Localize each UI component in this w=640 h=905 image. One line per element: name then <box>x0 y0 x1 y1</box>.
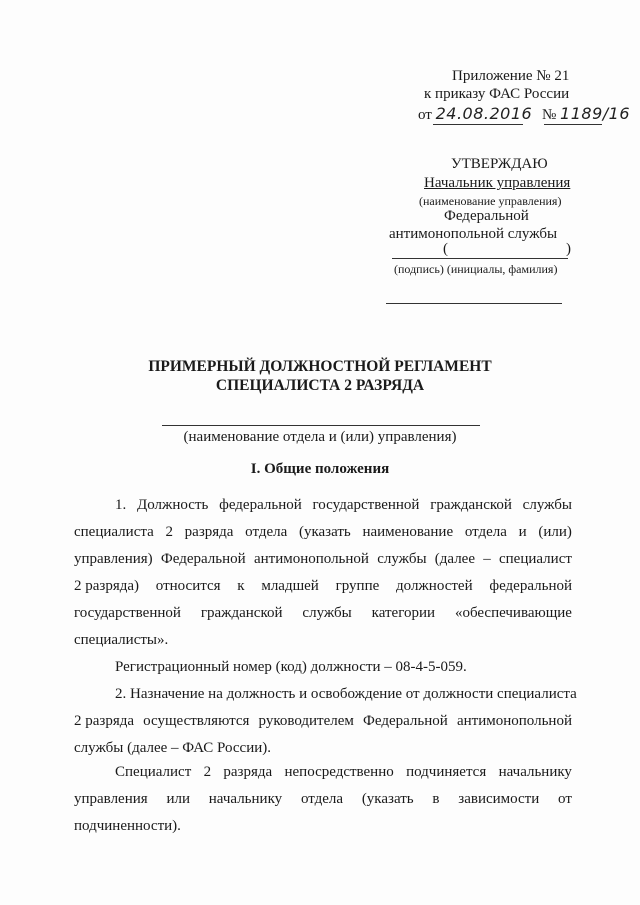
p1-line-6: специалисты». <box>74 632 169 648</box>
word: группе <box>335 578 380 594</box>
p2-line-2 <box>74 713 572 730</box>
word: должностей <box>396 578 473 594</box>
number-prefix: № <box>541 107 557 123</box>
word: 1. <box>115 497 127 513</box>
document-title-line2: СПЕЦИАЛИСТА 2 РАЗРЯДА <box>215 377 425 394</box>
unit-name-hint: (наименование отдела и (или) управления) <box>183 429 457 445</box>
word: 2 разряда <box>74 713 135 729</box>
registration-number-paragraph: Регистрационный номер (код) должности – 08-4-5-059. <box>115 659 467 675</box>
word: начальнику <box>498 764 572 780</box>
p3-line-3: подчиненности). <box>74 818 181 834</box>
document-title-line1: ПРИМЕРНЫЙ ДОЛЖНОСТНОЙ РЕГЛАМЕНТ <box>148 358 492 375</box>
appendix-label: Приложение № 21 <box>452 68 570 84</box>
p1-line-4 <box>74 578 572 595</box>
signature-hint: (подпись) (инициалы, фамилия) <box>394 262 558 276</box>
signature-line <box>392 258 568 259</box>
word: антимонопольной <box>253 551 369 567</box>
word: к <box>237 578 245 594</box>
word: или <box>166 791 190 807</box>
p1-line-3 <box>74 551 572 568</box>
word: службы <box>522 497 572 513</box>
word: отдела <box>300 791 344 807</box>
word: государственной <box>74 605 181 621</box>
date-underline <box>433 124 523 125</box>
word: (указать <box>361 791 414 807</box>
approver-position: Начальник управления <box>424 175 571 191</box>
word: отдела <box>464 524 507 540</box>
word: Федеральной <box>363 713 448 729</box>
word: федеральной <box>489 578 572 594</box>
word: категории <box>371 605 436 621</box>
approve-label: УТВЕРЖДАЮ <box>451 156 548 172</box>
word: 2 разряда) <box>74 578 140 594</box>
word: гражданской <box>430 497 512 513</box>
p3-line-1 <box>115 764 572 781</box>
word: антимонопольной <box>456 713 572 729</box>
p2-line-3: службы (далее – ФАС России). <box>74 740 271 756</box>
word: – <box>483 551 491 567</box>
word: Федеральной <box>160 551 246 567</box>
word: «обеспечивающие <box>454 605 572 621</box>
word: государственной <box>312 497 420 513</box>
order-reference: к приказу ФАС России <box>424 86 570 102</box>
word: 2 <box>203 764 212 780</box>
word: непосредственно <box>284 764 394 780</box>
word: от <box>558 791 572 807</box>
word: подчиняется <box>406 764 487 780</box>
word: службы <box>377 551 427 567</box>
word: зависимости <box>458 791 540 807</box>
word: управления <box>74 791 148 807</box>
word: (указать <box>298 524 351 540</box>
word: службы <box>302 605 352 621</box>
word: управления) <box>74 551 153 567</box>
position-hint: (наименование управления) <box>419 194 562 208</box>
section-heading: I. Общие положения <box>250 461 390 477</box>
p3-line-2 <box>74 791 572 808</box>
p1-line-5 <box>74 605 572 622</box>
org-name-line1: Федеральной <box>444 208 529 224</box>
word: (далее <box>434 551 475 567</box>
p1-line-2 <box>74 524 572 541</box>
word: разряда <box>184 524 234 540</box>
from-prefix: от <box>418 107 432 123</box>
word: начальнику <box>208 791 283 807</box>
word: руководителем <box>258 713 354 729</box>
word: 2 <box>165 524 173 540</box>
word: (или) <box>538 524 572 540</box>
handwritten-number: 1189/16 <box>560 104 630 123</box>
word: специалист <box>499 551 572 567</box>
word: младшей <box>261 578 319 594</box>
handwritten-date: 24.08.2016 <box>435 104 533 123</box>
word: Специалист <box>115 764 192 780</box>
order-date-row <box>418 104 630 124</box>
word: относится <box>155 578 221 594</box>
blank-line <box>386 303 562 304</box>
unit-name-line <box>162 425 480 426</box>
word: специалиста <box>74 524 154 540</box>
word: федеральной <box>219 497 302 513</box>
signature-close-paren: ) <box>566 241 571 257</box>
p1-line-1 <box>115 497 572 514</box>
signature-open-paren: ( <box>443 241 448 257</box>
word: осуществляются <box>143 713 250 729</box>
org-name-line2: антимонопольной службы <box>389 226 558 242</box>
p2-line-1: 2. Назначение на должность и освобождение от должности специалиста <box>115 686 577 702</box>
word: и <box>518 524 527 540</box>
word: гражданской <box>200 605 283 621</box>
word: разряда <box>223 764 273 780</box>
word: наименование <box>362 524 454 540</box>
number-underline <box>544 124 602 125</box>
word: Должность <box>137 497 209 513</box>
word: в <box>432 791 440 807</box>
word: отдела <box>245 524 288 540</box>
